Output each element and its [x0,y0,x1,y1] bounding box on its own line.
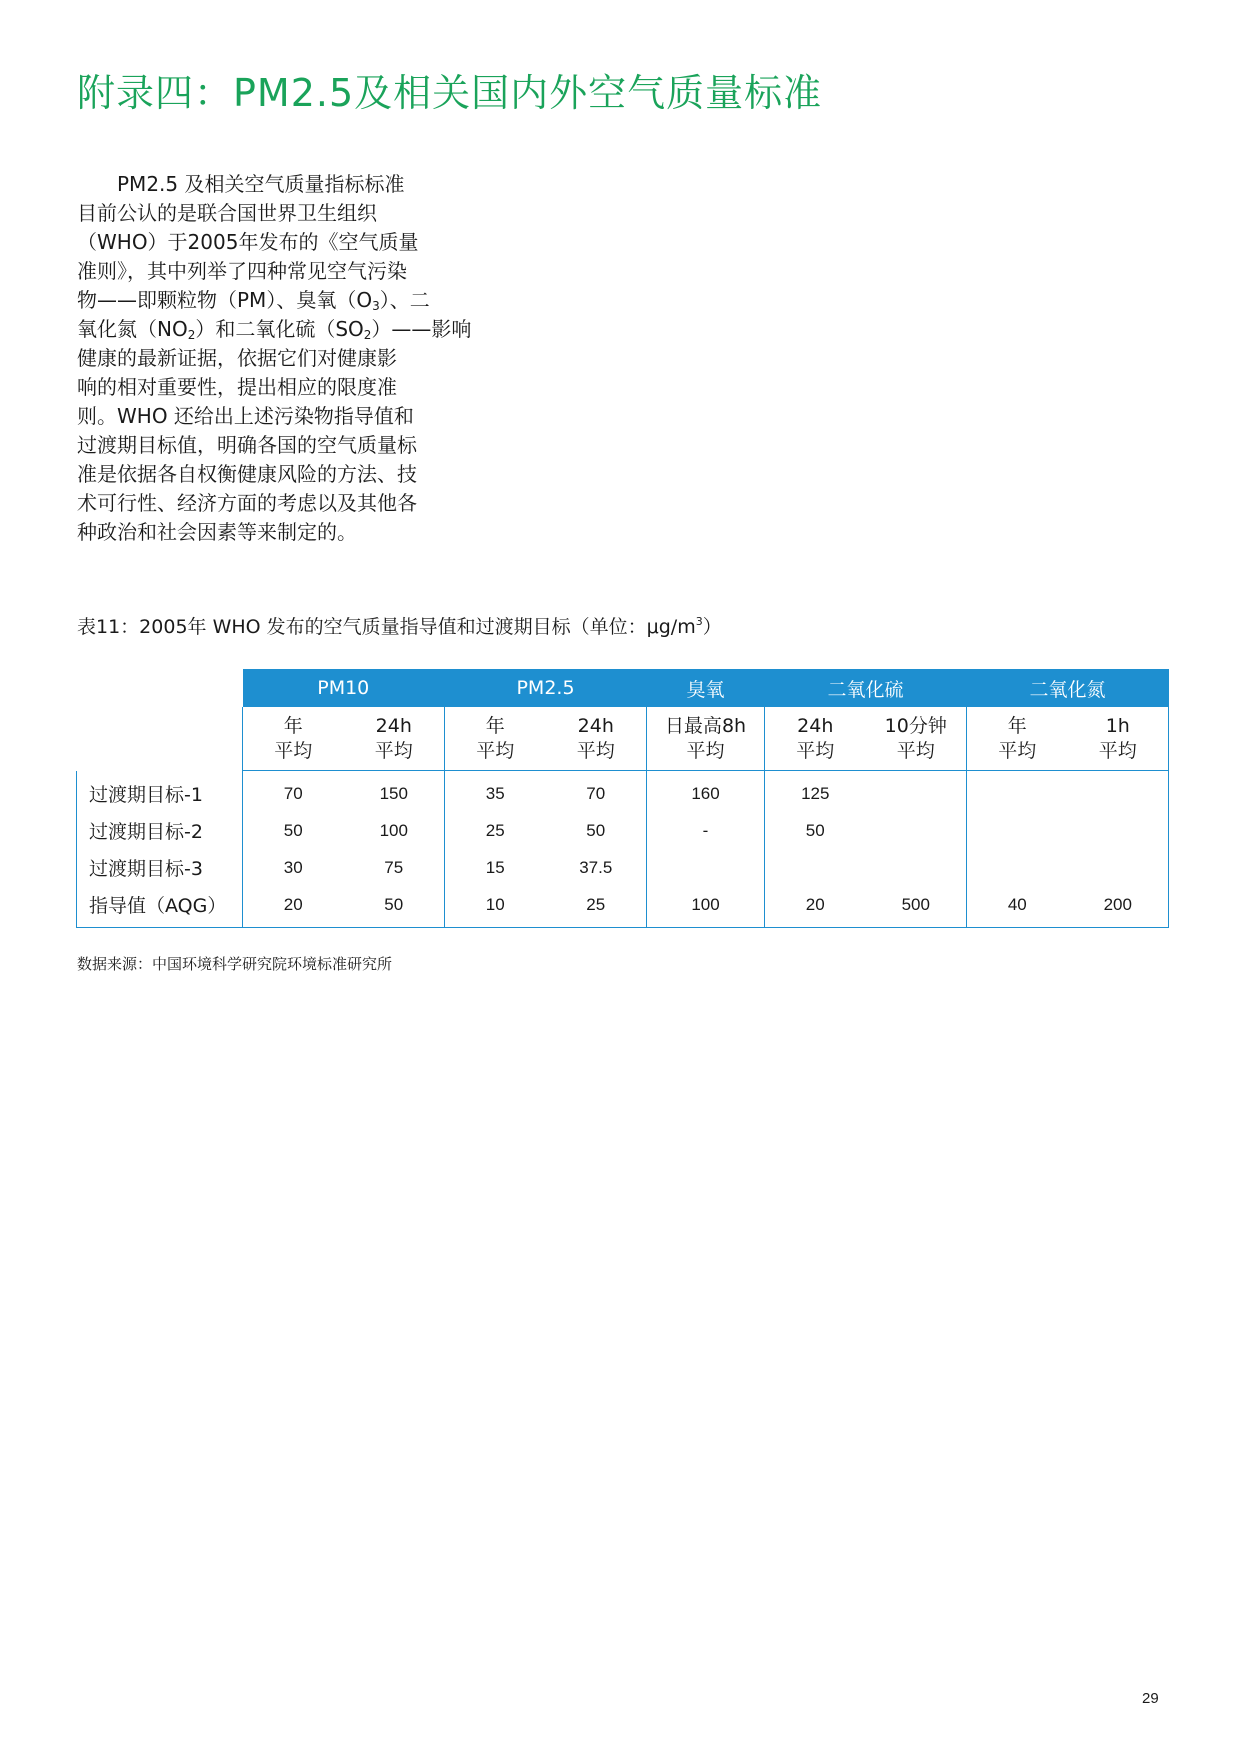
intro-text: 氧化氮（NO [77,317,188,341]
sub-header-text: 平均 [1098,739,1137,762]
row-label: 过渡期目标-3 [77,849,243,886]
sub-header-text: 平均 [374,739,413,762]
table-cell [866,849,967,886]
sub-header [344,707,445,771]
table-row [77,886,1169,928]
intro-line: （WHO）于2005年发布的《空气质量 [77,230,419,254]
sub-header [866,707,967,771]
sub-header-text: 平均 [476,739,515,762]
sub-header-text: 24h [577,714,614,737]
corner-cell [77,707,243,771]
table-cell: 50 [805,820,825,840]
table-cell: 150 [344,771,445,813]
sub-header [765,707,866,771]
caption-text: ） [702,616,722,638]
sub-header-text: 平均 [274,739,313,762]
intro-line: 响的相对重要性，提出相应的限度准 [77,375,397,399]
table-cell: 75 [344,849,445,886]
table-cell: 40 [967,886,1068,928]
subscript: 2 [187,328,196,342]
table-cell [866,771,967,813]
table-cell [967,771,1068,813]
table-cell: 20 [243,886,344,928]
subscript: 3 [372,299,380,313]
intro-line [77,315,472,344]
table-cell [967,849,1068,886]
intro-line: 准是依据各自权衡健康风险的方法、技 [77,462,417,486]
intro-text: 物——即颗粒物（PM）、臭氧（O [77,288,373,312]
table-cell [765,849,866,886]
intro-line [77,286,430,315]
sub-header-text: 平均 [686,739,725,762]
table-cell: 10 [445,886,546,928]
table-cell: 25 [485,820,505,840]
table-cell [866,812,967,849]
table-cell: 500 [866,886,967,928]
superscript: 3 [695,615,703,628]
table-cell: 15 [485,857,505,877]
page-number: 29 [1142,1690,1159,1707]
sub-header [445,707,546,771]
table-cell: 100 [647,886,765,928]
group-header-row [77,669,1169,707]
table-cell: 35 [485,783,505,803]
table-cell: 125 [801,783,830,803]
sub-header-text: 年 [283,714,303,737]
table-cell: 160 [647,771,765,813]
intro-line: 则。WHO 还给出上述污染物指导值和 [77,404,414,428]
sub-header-text: 10分钟 [884,714,947,737]
table-cell [1068,849,1169,886]
table-cell: 50 [283,820,303,840]
table-cell: 30 [283,857,303,877]
table-cell: - [647,812,765,849]
table-cell [1068,771,1169,813]
table-row [77,849,1169,886]
intro-line: 术可行性、经济方面的考虑以及其他各 [77,491,417,515]
group-header: PM2.5 [445,669,647,707]
group-header: 臭氧 [647,669,765,707]
table-cell: 200 [1068,886,1169,928]
table-cell [967,812,1068,849]
row-label: 过渡期目标-1 [77,771,243,813]
table-cell: 25 [546,886,647,928]
sub-header [546,707,647,771]
sub-header-text: 平均 [998,739,1037,762]
sub-header-text: 日最高8h [664,714,747,737]
sub-header [647,707,765,771]
intro-line-text: PM2.5 及相关空气质量指标标准 [117,172,405,196]
sub-header [967,707,1068,771]
sub-header [243,707,344,771]
sub-header-text: 平均 [796,739,835,762]
intro-text: ）、二 [379,288,430,312]
table-cell: 50 [546,812,647,849]
table-cell [647,849,765,886]
page-title: 附录四：PM2.5及相关国内外空气质量标准 [77,71,823,115]
intro-line [77,170,427,199]
table-cell: 37.5 [546,849,647,886]
intro-paragraph [77,170,472,547]
table-cell: 70 [546,771,647,813]
table-cell [1068,812,1169,849]
sub-header-text: 平均 [576,739,615,762]
sub-header-text: 年 [1007,714,1027,737]
intro-line: 健康的最新证据，依据它们对健康影 [77,346,397,370]
sub-header-text: 年 [485,714,505,737]
sub-header-row [77,707,1169,771]
intro-line: 目前公认的是联合国世界卫生组织 [77,201,377,225]
sub-header-text: 24h [797,714,834,737]
intro-text: ）和二氧化硫（SO [195,317,364,341]
sub-header-text: 平均 [896,739,935,762]
group-header: 二氧化硫 [765,669,967,707]
data-source-note: 数据来源：中国环境科学研究院环境标准研究所 [77,955,393,973]
table-row [77,771,1169,813]
table-caption [77,612,722,639]
subscript: 2 [363,328,372,342]
intro-text: ）——影响 [371,317,472,341]
table-row [77,812,1169,849]
table-cell: 20 [765,886,866,928]
table-cell: 50 [344,886,445,928]
table-cell: 70 [283,783,303,803]
sub-header-text: 1h [1105,714,1130,737]
group-header: 二氧化氮 [967,669,1169,707]
table-cell: 100 [344,812,445,849]
intro-line: 种政治和社会因素等来制定的。 [77,520,357,544]
caption-text: 表11：2005年 WHO 发布的空气质量指导值和过渡期目标（单位：μg/m [77,616,696,638]
row-label: 过渡期目标-2 [77,812,243,849]
intro-line: 过渡期目标值，明确各国的空气质量标 [77,433,417,457]
row-label: 指导值（AQG） [77,886,243,928]
who-guideline-table [76,669,1169,928]
group-header: PM10 [243,669,445,707]
corner-cell [77,669,243,707]
sub-header-text: 24h [375,714,412,737]
sub-header [1068,707,1169,771]
intro-line: 准则》，其中列举了四种常见空气污染 [77,259,407,283]
